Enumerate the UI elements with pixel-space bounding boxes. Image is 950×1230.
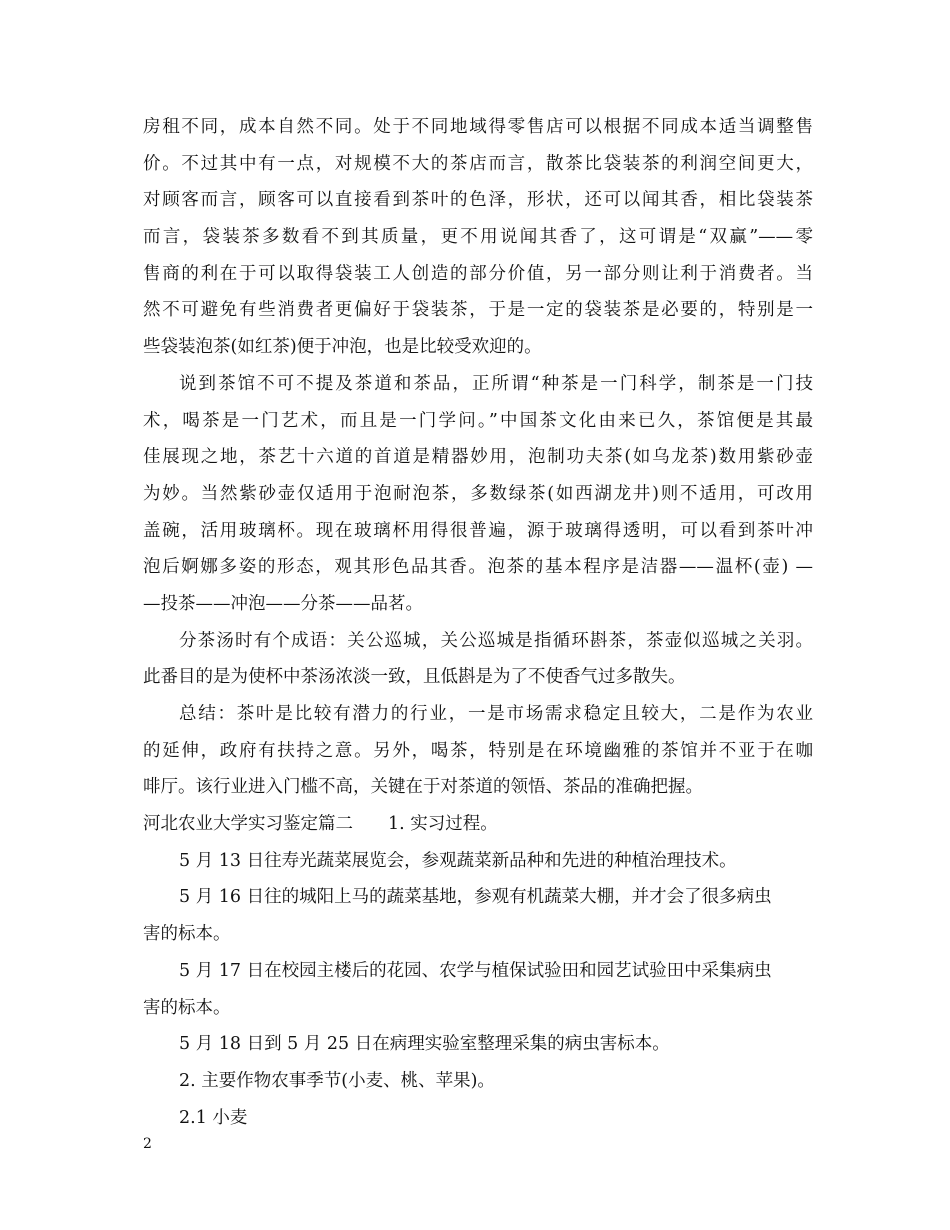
text-line: 为妙。当然紫砂壶仅适用于泡耐泡茶，多数绿茶(如西湖龙井)则不适用，可改用 bbox=[143, 483, 813, 504]
page-number: 2 bbox=[143, 1136, 152, 1152]
text-line: 术，喝茶是一门艺术，而且是一门学问。”中国茶文化由来已久，茶馆便是其最 bbox=[143, 410, 813, 431]
text-line: 价。不过其中有一点，对规模不大的茶店而言，散茶比袋装茶的利润空间更大， bbox=[143, 153, 813, 174]
body-text bbox=[143, 109, 813, 1136]
text-line: 说到茶馆不可不提及茶道和茶品，正所谓“种茶是一门科学，制茶是一门技 bbox=[179, 373, 813, 394]
text-line: 啡厅。该行业进入门槛不高，关键在于对茶道的领悟、茶品的准确把握。 bbox=[143, 777, 703, 798]
text-line: 害的标本。 bbox=[143, 997, 231, 1018]
text-line: 然不可避免有些消费者更偏好于袋装茶，于是一定的袋装茶是必要的，特别是一 bbox=[143, 300, 813, 321]
text-line: 5 月 13 日往寿光蔬菜展览会，参观蔬菜新品种和先进的种植治理技术。 bbox=[179, 850, 737, 871]
text-line: 分茶汤时有个成语：关公巡城，关公巡城是指循环斟茶，茶壶似巡城之关羽。 bbox=[179, 630, 813, 651]
text-line: 5 月 16 日往的城阳上马的蔬菜基地，参观有机蔬菜大棚，并才会了很多病虫 bbox=[179, 887, 772, 908]
text-line: 的延伸，政府有扶持之意。另外，喝茶，特别是在环境幽雅的茶馆并不亚于在咖 bbox=[143, 740, 813, 761]
text-line: —投茶——冲泡——分茶——品茗。 bbox=[143, 593, 423, 614]
text-line: 5 月 17 日在校园主楼后的花园、农学与植保试验田和园艺试验田中采集病虫 bbox=[179, 960, 772, 981]
text-line: 佳展现之地，茶艺十六道的首道是精器妙用，泡制功夫茶(如乌龙茶)数用紫砂壶 bbox=[143, 447, 813, 468]
text-line: 对顾客而言，顾客可以直接看到茶叶的色泽，形状，还可以闻其香，相比袋装茶 bbox=[143, 190, 813, 211]
text-line: 2. 主要作物农事季节(小麦、桃、苹果)。 bbox=[179, 1070, 495, 1091]
text-line: 泡后婀娜多姿的形态，观其形色品其香。泡茶的基本程序是洁器——温杯(壶) — bbox=[143, 557, 813, 578]
text-line: 河北农业大学实习鉴定篇二 1. 实习过程。 bbox=[143, 814, 498, 835]
text-line: 盖碗，活用玻璃杯。现在玻璃杯用得很普遍，源于玻璃得透明，可以看到茶叶冲 bbox=[143, 520, 813, 541]
text-line: 而言，袋装茶多数看不到其质量，更不用说闻其香了，这可谓是“双赢”——零 bbox=[143, 227, 813, 248]
text-line: 些袋装泡茶(如红茶)便于冲泡，也是比较受欢迎的。 bbox=[143, 337, 542, 358]
text-line: 售商的利在于可以取得袋装工人创造的部分价值，另一部分则让利于消费者。当 bbox=[143, 263, 813, 284]
text-line: 房租不同，成本自然不同。处于不同地域得零售店可以根据不同成本适当调整售 bbox=[143, 117, 813, 137]
text-line: 5 月 18 日到 5 月 25 日在病理实验室整理采集的病虫害标本。 bbox=[179, 1034, 670, 1055]
text-line: 此番目的是为使杯中茶汤浓淡一致，且低斟是为了不使香气过多散失。 bbox=[143, 667, 686, 688]
text-line: 总结：茶叶是比较有潜力的行业，一是市场需求稳定且较大，二是作为农业 bbox=[179, 704, 813, 724]
text-line: 害的标本。 bbox=[143, 924, 231, 945]
text-line: 2.1 小麦 bbox=[179, 1107, 248, 1128]
